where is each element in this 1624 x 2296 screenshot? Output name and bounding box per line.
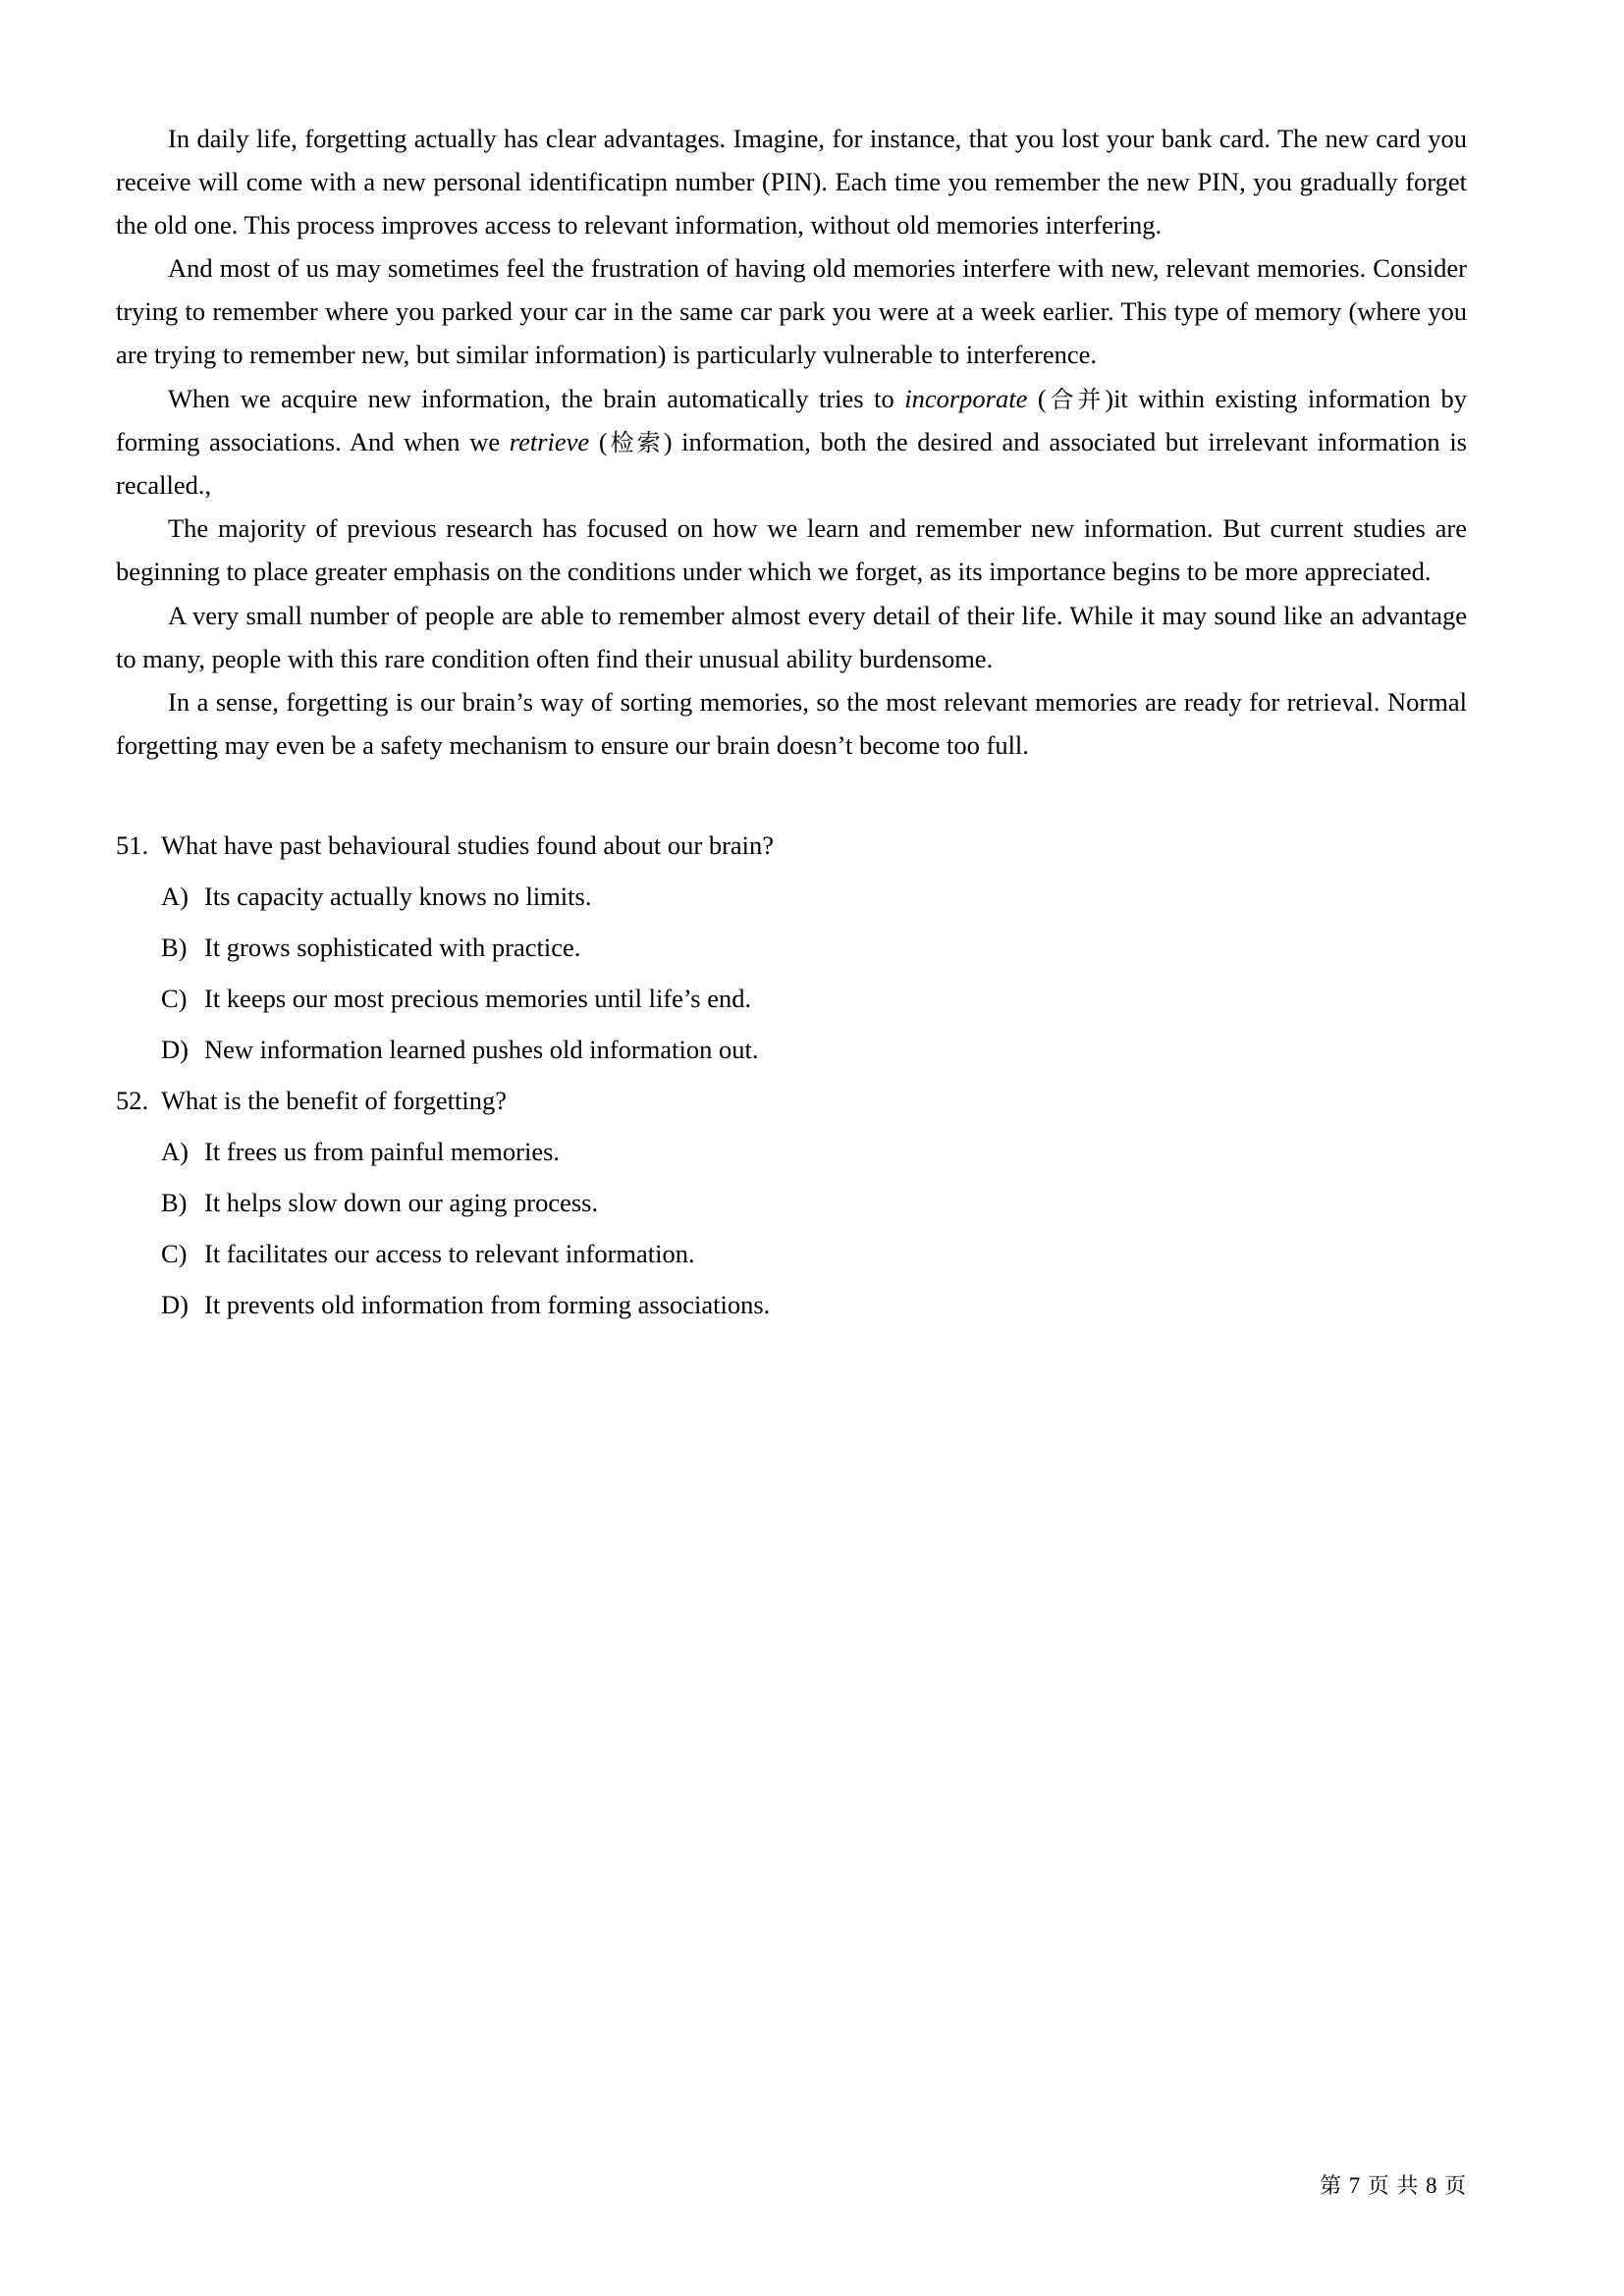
option-text: It keeps our most precious memories until life’s end. xyxy=(204,984,752,1014)
question-stem xyxy=(116,825,1467,868)
question-stem xyxy=(116,1080,1467,1123)
passage-paragraph xyxy=(116,595,1467,681)
paragraph-text: And most of us may sometimes feel the frustration of having old memories interfere with new, relevant memories. Consider trying to remember where you parked your car in the same car park you were at a week earlier. This type of memory (where you are trying to remember new, but similar information) is particularly vulnerable to interference. xyxy=(116,253,1467,370)
reading-passage xyxy=(116,118,1467,768)
option-d[interactable] xyxy=(161,1029,1467,1072)
question-number: 52. xyxy=(116,1086,149,1116)
option-letter: C) xyxy=(161,1239,188,1269)
option-letter: B) xyxy=(161,933,188,963)
passage-paragraph xyxy=(116,247,1467,377)
question-text: What have past behavioural studies found about our brain? xyxy=(161,830,775,861)
footer-page-unit: 页 xyxy=(1367,2174,1390,2199)
option-b[interactable] xyxy=(161,1182,1467,1225)
option-letter: D) xyxy=(161,1035,189,1065)
option-text: It helps slow down our aging process. xyxy=(204,1188,599,1218)
question-list xyxy=(116,825,1467,1327)
passage-paragraph xyxy=(116,507,1467,594)
paragraph-text: ( xyxy=(589,426,608,456)
option-letter: D) xyxy=(161,1290,189,1320)
footer-page-number: 7 xyxy=(1348,2173,1362,2198)
question-52 xyxy=(116,1080,1467,1327)
passage-paragraph xyxy=(116,378,1467,507)
gloss-retrieve: 检索 xyxy=(607,428,664,456)
option-letter: A) xyxy=(161,1137,189,1167)
italic-term-retrieve: retrieve xyxy=(509,426,590,456)
option-text: New information learned pushes old information out. xyxy=(204,1035,759,1065)
option-c[interactable] xyxy=(161,1233,1467,1276)
option-b[interactable] xyxy=(161,927,1467,970)
paragraph-text: In a sense, forgetting is our brain’s way of sorting memories, so the most relevant memories are ready for retrieval. Normal forgetting may even be a safety mechanism to ensure our brain doesn’t become too full. xyxy=(116,687,1467,761)
paragraph-text: ) information, both the desired and associated but irrelevant information is recalled., xyxy=(116,426,1467,500)
passage-paragraph xyxy=(116,118,1467,247)
footer-total-prefix: 共 xyxy=(1396,2174,1420,2199)
option-letter: C) xyxy=(161,984,188,1014)
paragraph-text: )it within existing information by forming associations. And when we xyxy=(116,383,1468,456)
paragraph-text: When we acquire new information, the brain automatically tries to xyxy=(168,383,905,413)
option-a[interactable] xyxy=(161,876,1467,919)
option-letter: A) xyxy=(161,881,189,912)
passage-paragraph xyxy=(116,681,1467,768)
page-footer xyxy=(1320,2169,1467,2200)
paragraph-text: The majority of previous research has focused on how we learn and remember new information. But current studies are beginning to place greater emphasis on the conditions under which we forget, as its importance begins to be more appreciated. xyxy=(116,513,1467,587)
gloss-incorporate: 合并 xyxy=(1046,385,1106,413)
option-text: It grows sophisticated with practice. xyxy=(204,933,581,963)
paragraph-text: A very small number of people are able to remember almost every detail of their life. While it may sound like an advantage to many, people with this rare condition often find their unusual ability burdensome. xyxy=(116,600,1467,673)
paragraph-text: ( xyxy=(1027,383,1047,413)
paragraph-text: In daily life, forgetting actually has clear advantages. Imagine, for instance, that you lost your bank card. The new card you receive will come with a new personal identificatipn number (PIN). Each time you remember the new PIN, you gradually forget the old one. This process improves access to relevant information, without old memories interfering. xyxy=(116,124,1467,240)
question-51 xyxy=(116,825,1467,1072)
option-text: It frees us from painful memories. xyxy=(204,1137,561,1167)
footer-page-prefix: 第 xyxy=(1320,2174,1343,2199)
option-c[interactable] xyxy=(161,978,1467,1021)
option-text: It prevents old information from forming associations. xyxy=(204,1290,771,1320)
footer-total-unit: 页 xyxy=(1444,2174,1467,2199)
option-text: Its capacity actually knows no limits. xyxy=(204,881,592,912)
question-text: What is the benefit of forgetting? xyxy=(161,1086,507,1116)
option-d[interactable] xyxy=(161,1284,1467,1327)
option-a[interactable] xyxy=(161,1131,1467,1174)
option-text: It facilitates our access to relevant information. xyxy=(204,1239,695,1269)
italic-term-incorporate: incorporate xyxy=(904,383,1028,413)
footer-total-pages: 8 xyxy=(1425,2173,1438,2198)
question-number: 51. xyxy=(116,830,149,861)
option-letter: B) xyxy=(161,1188,188,1218)
